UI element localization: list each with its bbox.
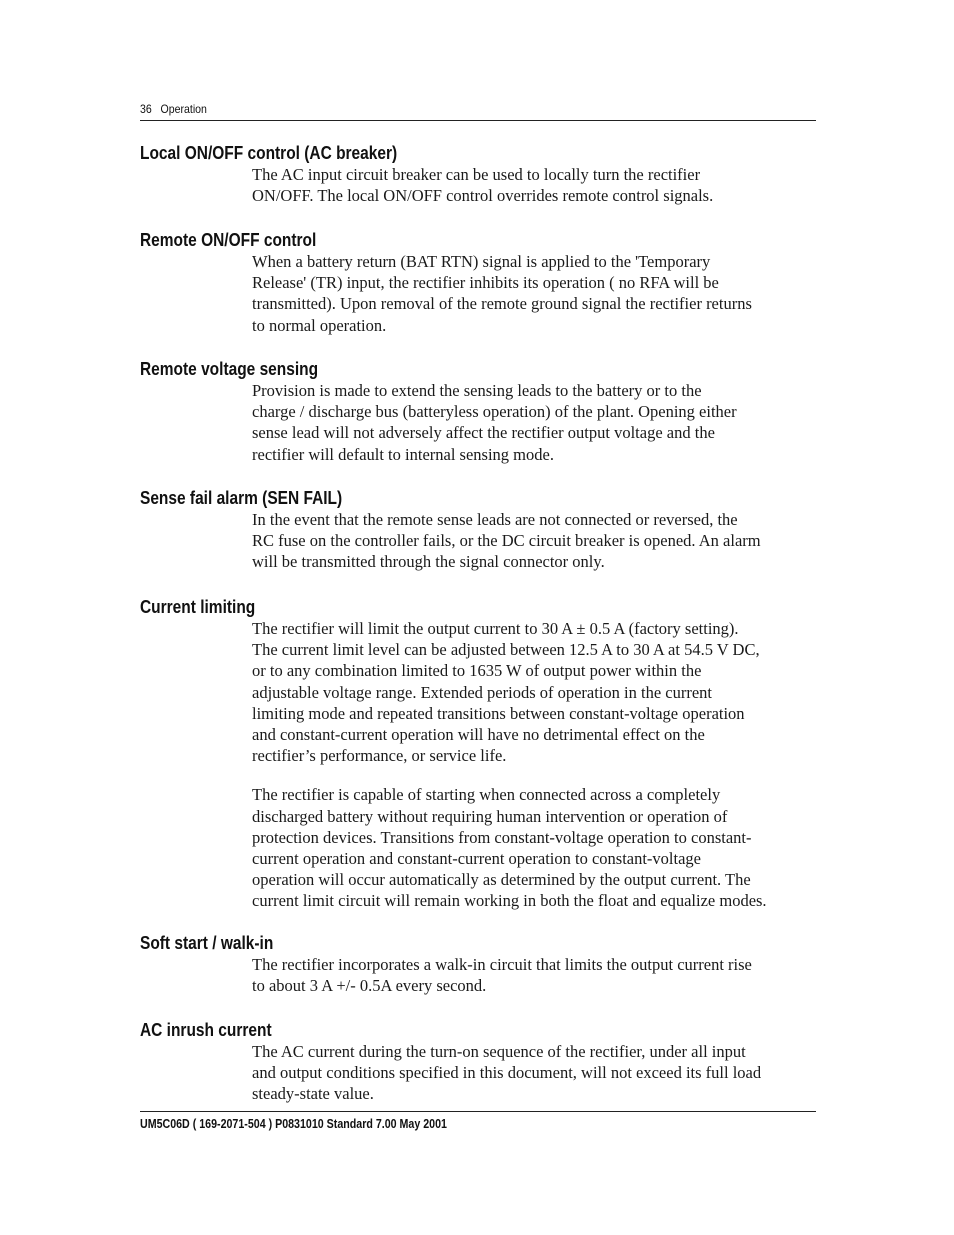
text-line: rectifier will default to internal sensing mode. (252, 444, 554, 464)
footer-rule (140, 1111, 816, 1112)
section-remote-voltage-sensing (140, 358, 820, 465)
text-line: steady-state value. (252, 1084, 374, 1104)
section-heading: Soft start / walk-in (140, 933, 274, 953)
text-line: sense lead will not adversely affect the rectifier output voltage and the (252, 423, 715, 443)
section-heading: Local ON/OFF control (AC breaker) (140, 143, 398, 163)
section-body (252, 164, 820, 206)
section-body (252, 509, 820, 573)
text-line: adjustable voltage range. Extended periods of operation in the current (252, 682, 713, 702)
page-header (140, 102, 735, 116)
text-line: The AC input circuit breaker can be used to locally turn the rectifier (252, 165, 701, 184)
section-body (252, 251, 820, 336)
text-line: or to any combination limited to 1635 W of output power within the (252, 661, 702, 681)
text-line: Provision is made to extend the sensing leads to the battery or to the (252, 381, 702, 400)
header-rule (140, 120, 816, 121)
text-line: to normal operation. (252, 315, 387, 335)
section-body (252, 1041, 820, 1105)
text-line: The current limit level can be adjusted between 12.5 A to 30 A at 54.5 V DC, (252, 640, 760, 660)
paragraph (252, 954, 820, 996)
section-body (252, 380, 820, 465)
page-footer: UM5C06D ( 169-2071-504 ) P0831010 Standard 7.00 May 2001 (140, 1116, 447, 1131)
section-soft-start-walk-in (140, 932, 820, 996)
page-number: 36 (140, 102, 152, 116)
text-line: charge / discharge bus (batteryless operation) of the plant. Opening either (252, 402, 737, 422)
section-heading: Current limiting (140, 597, 256, 617)
text-line: When a battery return (BAT RTN) signal is applied to the 'Temporary (252, 252, 711, 271)
text-line: In the event that the remote sense leads are not connected or reversed, the (252, 510, 738, 529)
paragraph (252, 1041, 820, 1105)
text-line: The rectifier incorporates a walk-in circuit that limits the output current rise (252, 955, 752, 974)
section-heading: AC inrush current (140, 1020, 272, 1040)
text-line: The rectifier will limit the output current to 30 A ± 0.5 A (factory setting). (252, 619, 739, 638)
text-line: and output conditions specified in this document, will not exceed its full load (252, 1063, 762, 1083)
text-line: protection devices. Transitions from constant-voltage operation to constant- (252, 827, 752, 847)
text-line: to about 3 A +/- 0.5A every second. (252, 976, 487, 996)
paragraph (252, 618, 820, 766)
paragraph (252, 380, 820, 465)
text-line: discharged battery without requiring human intervention or operation of (252, 806, 728, 826)
text-line: The rectifier is capable of starting when connected across a completely (252, 785, 721, 805)
section-heading: Sense fail alarm (SEN FAIL) (140, 488, 343, 508)
section-current-limiting (140, 596, 820, 912)
paragraph (252, 784, 820, 911)
paragraph (252, 251, 820, 336)
text-line: operation will occur automatically as determined by the output current. The (252, 870, 751, 890)
text-line: RC fuse on the controller fails, or the DC circuit breaker is opened. An alarm (252, 531, 761, 551)
text-line: current operation and constant-current operation to constant-voltage (252, 849, 701, 869)
text-line: will be transmitted through the signal connector only. (252, 552, 605, 572)
text-line: limiting mode and repeated transitions between constant-voltage operation (252, 703, 745, 723)
section-sense-fail-alarm (140, 487, 820, 573)
text-line: current limit circuit will remain working in both the float and equalize modes. (252, 891, 767, 911)
section-body (252, 954, 820, 996)
text-line: ON/OFF. The local ON/OFF control overrides remote control signals. (252, 186, 714, 206)
text-line: and constant-current operation will have no detrimental effect on the (252, 725, 705, 745)
paragraph (252, 164, 820, 206)
section-ac-inrush-current (140, 1019, 820, 1105)
section-body (252, 618, 820, 912)
section-remote-on-off-control (140, 229, 820, 336)
header-section-name: Operation (160, 102, 207, 116)
section-heading: Remote voltage sensing (140, 359, 319, 379)
section-heading: Remote ON/OFF control (140, 230, 317, 250)
text-line: Release' (TR) input, the rectifier inhibits its operation ( no RFA will be (252, 273, 719, 293)
text-line: The AC current during the turn-on sequence of the rectifier, under all input (252, 1042, 746, 1061)
paragraph (252, 509, 820, 573)
text-line: rectifier’s performance, or service life. (252, 746, 507, 766)
text-line: transmitted). Upon removal of the remote ground signal the rectifier returns (252, 294, 752, 314)
section-local-on-off-control (140, 142, 820, 206)
